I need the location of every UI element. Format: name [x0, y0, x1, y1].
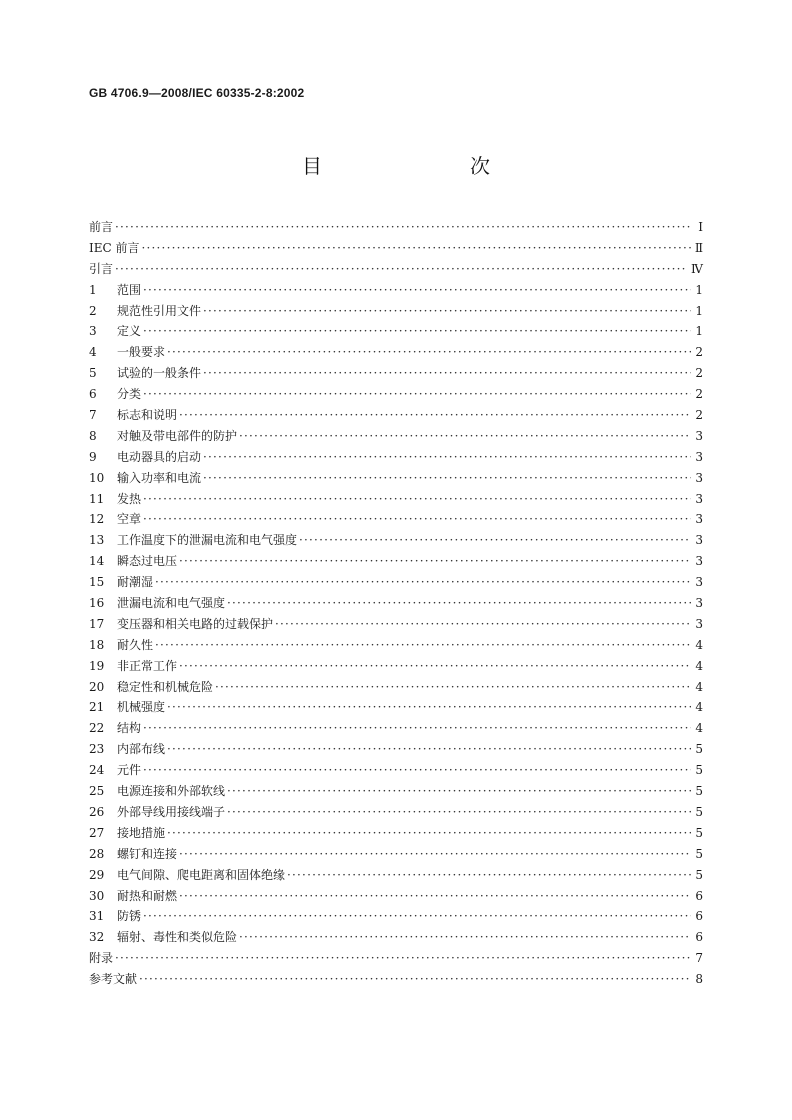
- toc-dot-leader: [203, 447, 691, 468]
- toc-entry-number: 14: [89, 554, 105, 569]
- toc-entry-number: 25: [89, 784, 105, 799]
- toc-entry-page-number: 2: [695, 408, 703, 423]
- toc-dot-leader: [115, 948, 691, 969]
- toc-entry-page-number: 4: [695, 700, 703, 715]
- toc-entry-number: 27: [89, 825, 105, 840]
- toc-entry-label: 定义: [117, 324, 142, 339]
- toc-entry-label: 规范性引用文件: [117, 303, 202, 318]
- toc-dot-leader: [239, 426, 691, 447]
- standard-code-header: GB 4706.9—2008/IEC 60335-2-8:2002: [89, 86, 305, 100]
- toc-entry[interactable]: [89, 530, 703, 551]
- toc-entry[interactable]: [89, 301, 703, 322]
- toc-dot-leader: [227, 802, 691, 823]
- toc-entry[interactable]: [89, 886, 703, 907]
- toc-dot-leader: [167, 823, 691, 844]
- toc-entry-number: 11: [89, 491, 105, 506]
- toc-entry-page-number: 2: [695, 366, 703, 381]
- toc-entry-number: 9: [89, 449, 97, 464]
- toc-entry-page-number: 4: [695, 658, 703, 673]
- toc-entry-number: 1: [89, 282, 97, 297]
- toc-entry-label: 空章: [117, 512, 142, 527]
- toc-entry[interactable]: [89, 865, 703, 886]
- toc-entry[interactable]: [89, 509, 703, 530]
- toc-entry-label: 对触及带电部件的防护: [117, 428, 238, 443]
- toc-entry[interactable]: [89, 489, 703, 510]
- toc-entry-number: 18: [89, 637, 105, 652]
- toc-entry-page-number: 3: [695, 616, 703, 631]
- toc-dot-leader: [299, 530, 691, 551]
- toc-entry-page-number: 4: [695, 721, 703, 736]
- toc-entry[interactable]: [89, 697, 703, 718]
- toc-dot-leader: [143, 718, 691, 739]
- toc-entry-number: 24: [89, 763, 105, 778]
- toc-dot-leader: [215, 677, 691, 698]
- toc-entry[interactable]: [89, 948, 703, 969]
- toc-entry[interactable]: [89, 321, 703, 342]
- toc-dot-leader: [143, 489, 691, 510]
- toc-entry-number: 19: [89, 658, 105, 673]
- toc-entry[interactable]: [89, 760, 703, 781]
- toc-entry[interactable]: [89, 593, 703, 614]
- toc-entry[interactable]: [89, 781, 703, 802]
- toc-entry-page-number: 1: [695, 303, 703, 318]
- toc-entry-number: 12: [89, 512, 105, 527]
- toc-entry-label: 前言: [89, 220, 114, 234]
- toc-entry-number: 8: [89, 428, 97, 443]
- toc-entry[interactable]: [89, 572, 703, 593]
- toc-entry-number: 6: [89, 387, 97, 402]
- toc-dot-leader: [143, 384, 691, 405]
- toc-entry[interactable]: [89, 927, 703, 948]
- toc-dot-leader: [139, 969, 691, 990]
- toc-entry-label: 防锈: [117, 909, 142, 924]
- toc-dot-leader: [143, 760, 691, 781]
- page-title: 目 次: [302, 154, 526, 178]
- toc-entry[interactable]: [89, 635, 703, 656]
- toc-entry-page-number: 2: [695, 387, 703, 402]
- toc-entry-label: 工作温度下的泄漏电流和电气强度: [117, 533, 298, 548]
- toc-entry-number: 23: [89, 742, 105, 757]
- toc-entry-label: 耐久性: [117, 637, 154, 652]
- toc-entry-number: 21: [89, 700, 105, 715]
- toc-dot-leader: [115, 259, 687, 280]
- toc-entry[interactable]: [89, 844, 703, 865]
- toc-entry-page-number: 3: [695, 470, 703, 485]
- toc-entry-page-number: 5: [695, 846, 703, 861]
- toc-dot-leader: [239, 927, 691, 948]
- toc-entry-label: 输入功率和电流: [117, 470, 202, 485]
- toc-entry-label: 瞬态过电压: [117, 554, 178, 569]
- toc-dot-leader: [227, 781, 691, 802]
- toc-entry-label: 接地措施: [117, 825, 166, 840]
- toc-entry-page-number: Ⅰ: [698, 220, 703, 234]
- toc-entry-label: 电源连接和外部软线: [117, 784, 226, 799]
- toc-entry[interactable]: [89, 969, 703, 990]
- toc-dot-leader: [167, 739, 691, 760]
- toc-entry[interactable]: [89, 447, 703, 468]
- toc-entry-page-number: 5: [695, 804, 703, 819]
- toc-entry[interactable]: [89, 823, 703, 844]
- toc-dot-leader: [203, 363, 691, 384]
- toc-entry-number: 4: [89, 345, 97, 360]
- toc-entry-number: 17: [89, 616, 105, 631]
- toc-entry-label: 元件: [117, 763, 142, 778]
- toc-entry-label: 辐射、毒性和类似危险: [117, 930, 238, 945]
- toc-entry[interactable]: [89, 468, 703, 489]
- toc-dot-leader: [179, 405, 691, 426]
- toc-entry-page-number: 5: [695, 742, 703, 757]
- toc-entry-label: 耐潮湿: [117, 575, 154, 590]
- toc-entry-page-number: Ⅱ: [694, 240, 703, 255]
- toc-entry-page-number: 1: [695, 324, 703, 339]
- toc-entry-number: 16: [89, 596, 105, 611]
- toc-entry[interactable]: [89, 238, 703, 259]
- toc-entry[interactable]: [89, 342, 703, 363]
- toc-entry-label: 耐热和耐燃: [117, 888, 178, 903]
- toc-entry-number: 15: [89, 575, 105, 590]
- toc-dot-leader: [142, 238, 691, 259]
- toc-entry-page-number: 3: [695, 449, 703, 464]
- toc-entry-label: 分类: [117, 387, 142, 402]
- toc-entry-label: 参考文献: [89, 972, 138, 987]
- toc-entry-label: 稳定性和机械危险: [117, 679, 214, 694]
- toc-entry-label: 机械强度: [117, 700, 166, 715]
- toc-entry-label: 螺钉和连接: [117, 846, 178, 861]
- toc-entry-number: 32: [89, 930, 105, 945]
- toc-entry-page-number: 4: [695, 637, 703, 652]
- toc-entry-page-number: 4: [695, 679, 703, 694]
- toc-entry-label: 一般要求: [117, 345, 166, 360]
- toc-entry-number: 2: [89, 303, 97, 318]
- toc-dot-leader: [179, 886, 691, 907]
- toc-entry-page-number: 5: [695, 784, 703, 799]
- toc-entry[interactable]: [89, 718, 703, 739]
- toc-entry[interactable]: [89, 739, 703, 760]
- toc-dot-leader: [143, 509, 691, 530]
- toc-entry-page-number: 3: [695, 491, 703, 506]
- toc-entry-label: 引言: [89, 261, 114, 276]
- toc-dot-leader: [155, 635, 691, 656]
- toc-entry-label: 变压器和相关电路的过载保护: [117, 616, 274, 631]
- toc-entry[interactable]: [89, 802, 703, 823]
- toc-entry-label: 电气间隙、爬电距离和固体绝缘: [117, 867, 286, 882]
- toc-entry-label: 外部导线用接线端子: [117, 804, 226, 819]
- toc-dot-leader: [143, 280, 691, 301]
- toc-dot-leader: [203, 468, 691, 489]
- toc-entry-label: 泄漏电流和电气强度: [117, 596, 226, 611]
- toc-entry[interactable]: [89, 217, 703, 238]
- toc-entry-number: 10: [89, 470, 105, 485]
- toc-entry-label: IEC 前言: [89, 240, 140, 255]
- table-of-contents: [89, 217, 703, 990]
- toc-entry-page-number: 2: [695, 345, 703, 360]
- toc-dot-leader: [203, 301, 691, 322]
- toc-entry-label: 电动器具的启动: [117, 449, 202, 464]
- toc-entry[interactable]: [89, 551, 703, 572]
- toc-entry-page-number: 6: [695, 909, 703, 924]
- toc-dot-leader: [143, 321, 691, 342]
- toc-entry-page-number: 3: [695, 533, 703, 548]
- toc-entry-page-number: 5: [695, 825, 703, 840]
- toc-dot-leader: [167, 342, 691, 363]
- toc-entry-label: 非正常工作: [117, 658, 178, 673]
- toc-entry-number: 30: [89, 888, 105, 903]
- toc-entry[interactable]: [89, 614, 703, 635]
- toc-entry[interactable]: [89, 384, 703, 405]
- toc-entry[interactable]: [89, 906, 703, 927]
- toc-entry[interactable]: [89, 426, 703, 447]
- toc-entry-page-number: 3: [695, 596, 703, 611]
- toc-entry-label: 范围: [117, 282, 142, 297]
- toc-entry-number: 31: [89, 909, 105, 924]
- toc-entry[interactable]: [89, 405, 703, 426]
- toc-entry-number: 7: [89, 408, 97, 423]
- toc-entry-page-number: 6: [695, 888, 703, 903]
- toc-entry-page-number: 3: [695, 554, 703, 569]
- toc-dot-leader: [179, 844, 691, 865]
- toc-entry-page-number: 5: [695, 867, 703, 882]
- toc-dot-leader: [227, 593, 691, 614]
- toc-entry-label: 标志和说明: [117, 408, 178, 423]
- toc-entry[interactable]: [89, 363, 703, 384]
- toc-entry-number: 20: [89, 679, 105, 694]
- toc-dot-leader: [167, 697, 691, 718]
- toc-entry[interactable]: [89, 280, 703, 301]
- toc-dot-leader: [275, 614, 691, 635]
- toc-dot-leader: [115, 217, 691, 238]
- toc-dot-leader: [287, 865, 691, 886]
- toc-entry-label: 附录: [89, 951, 114, 966]
- toc-dot-leader: [179, 551, 691, 572]
- toc-entry-number: 5: [89, 366, 97, 381]
- toc-dot-leader: [179, 656, 691, 677]
- toc-entry-page-number: 5: [695, 763, 703, 778]
- toc-entry-page-number: 3: [695, 428, 703, 443]
- toc-entry-page-number: 3: [695, 512, 703, 527]
- toc-entry-number: 26: [89, 804, 105, 819]
- toc-entry-number: 22: [89, 721, 105, 736]
- toc-entry-page-number: 8: [695, 972, 703, 987]
- toc-entry-label: 发热: [117, 491, 142, 506]
- toc-entry-number: 3: [89, 324, 97, 339]
- toc-entry-number: 29: [89, 867, 105, 882]
- toc-entry-label: 结构: [117, 721, 142, 736]
- toc-dot-leader: [143, 906, 691, 927]
- toc-entry-page-number: Ⅳ: [691, 261, 703, 276]
- toc-entry[interactable]: [89, 656, 703, 677]
- toc-entry-page-number: 1: [695, 282, 703, 297]
- toc-entry-page-number: 3: [695, 575, 703, 590]
- toc-entry[interactable]: [89, 259, 703, 280]
- toc-entry[interactable]: [89, 677, 703, 698]
- toc-entry-number: 28: [89, 846, 105, 861]
- toc-entry-label: 内部布线: [117, 742, 166, 757]
- toc-entry-page-number: 6: [695, 930, 703, 945]
- toc-entry-label: 试验的一般条件: [117, 366, 202, 381]
- toc-entry-number: 13: [89, 533, 105, 548]
- toc-entry-page-number: 7: [695, 951, 703, 966]
- toc-dot-leader: [155, 572, 691, 593]
